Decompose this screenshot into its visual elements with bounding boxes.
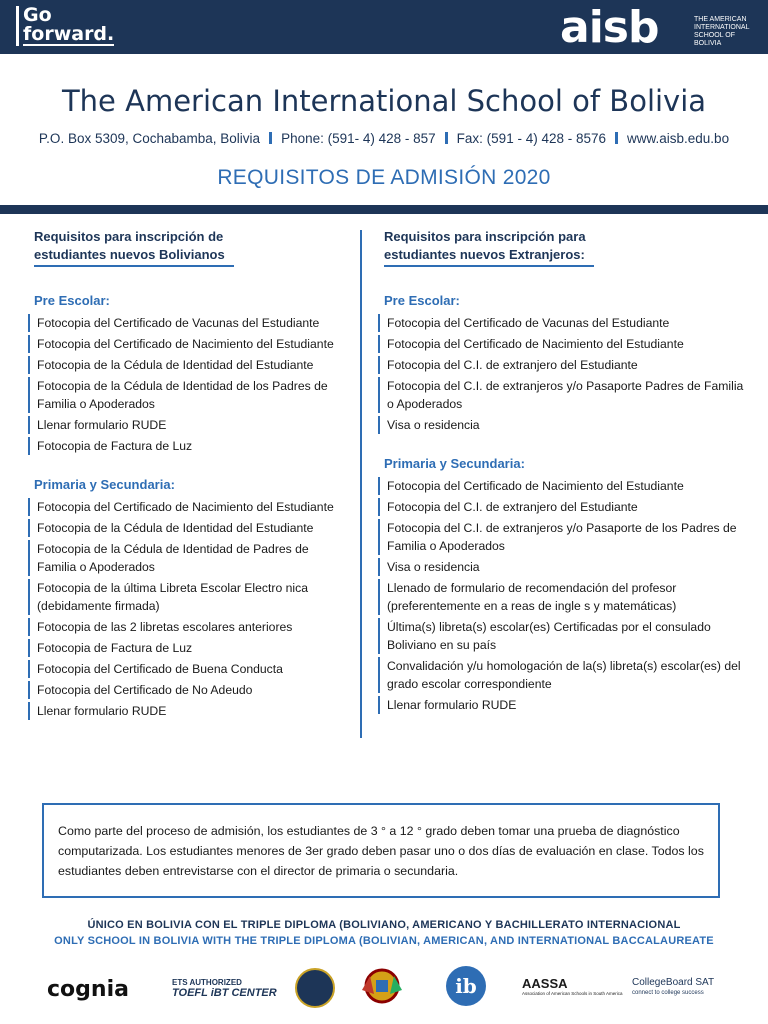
contact-web[interactable]: www.aisb.edu.bo (627, 131, 730, 146)
list-item: Llenar formulario RUDE (28, 416, 348, 434)
list-item: Fotocopia de la Cédula de Identidad del Estudiante (28, 519, 348, 537)
list-item: Llenar formulario RUDE (378, 696, 748, 714)
right-column-heading: Requisitos para inscripción para estudiantes nuevos Extranjeros: (384, 228, 594, 267)
contact-fax: Fax: (591 - 4) 428 - 8576 (456, 131, 607, 146)
go-forward-line2: forward. (23, 23, 115, 45)
right-column (378, 228, 748, 717)
ib-logo: ib (446, 966, 486, 1006)
left-column-heading: Requisitos para inscripción de estudiantes nuevos Bolivianos (34, 228, 234, 267)
school-name: The American International School of Bolivia (61, 84, 707, 118)
list-item: Visa o residencia (378, 558, 748, 576)
left-preescolar-list (28, 314, 348, 455)
list-item: Fotocopia de la Cédula de Identidad de los Padres de Familia o Apoderados (28, 377, 348, 413)
header-bar (0, 0, 768, 54)
left-preescolar-title: Pre Escolar: (34, 293, 110, 308)
right-preescolar-title: Pre Escolar: (384, 293, 460, 308)
list-item: Fotocopia del Certificado de Buena Conducta (28, 660, 348, 678)
column-divider (360, 230, 362, 738)
ets-line1: ETS AUTHORIZED (172, 978, 242, 987)
tagline-english: ONLY SCHOOL IN BOLIVIA WITH THE TRIPLE DIPLOMA (BOLIVIAN, AMERICAN, AND INTERNATIONAL BACCALAUREATE (54, 935, 714, 947)
list-item: Fotocopia del Certificado de Nacimiento del Estudiante (28, 335, 348, 353)
go-forward-logo (16, 6, 114, 46)
list-item: Fotocopia del Certificado de Vacunas del Estudiante (28, 314, 348, 332)
us-state-seal-icon (295, 968, 335, 1008)
separator (269, 132, 272, 144)
list-item: Convalidación y/u homologación de la(s) libreta(s) escolar(es) del grado escolar correspondiente (378, 657, 748, 693)
list-item: Fotocopia del C.I. de extranjero del Estudiante (378, 498, 748, 516)
right-primaria-title: Primaria y Secundaria: (384, 456, 525, 471)
collegeboard-name: CollegeBoard SAT (632, 977, 715, 988)
aassa-name: AASSA (522, 976, 568, 991)
list-item: Fotocopia del Certificado de Nacimiento del Estudiante (378, 477, 748, 495)
separator (615, 132, 618, 144)
left-primaria-title: Primaria y Secundaria: (34, 477, 175, 492)
list-item: Fotocopia del Certificado de Nacimiento del Estudiante (378, 335, 748, 353)
contact-address: P.O. Box 5309, Cochabamba, Bolivia (38, 131, 261, 146)
left-primaria-list (28, 498, 348, 720)
title-rule (0, 205, 768, 214)
list-item: Fotocopia de la última Libreta Escolar Electro nica (debidamente firmada) (28, 579, 348, 615)
list-item: Fotocopia de Factura de Luz (28, 437, 348, 455)
list-item: Fotocopia de la Cédula de Identidad del Estudiante (28, 356, 348, 374)
right-primaria-list (378, 477, 748, 714)
list-item: Fotocopia del Certificado de Nacimiento del Estudiante (28, 498, 348, 516)
list-item: Fotocopia del C.I. de extranjeros y/o Pasaporte de los Padres de Familia o Apoderados (378, 519, 748, 555)
list-item: Fotocopia de Factura de Luz (28, 639, 348, 657)
left-column (28, 228, 348, 723)
list-item: Fotocopia de las 2 libretas escolares anteriores (28, 618, 348, 636)
list-item: Llenar formulario RUDE (28, 702, 348, 720)
ets-line2: TOEFL iBT CENTER (172, 987, 277, 999)
list-item: Fotocopia de la Cédula de Identidad de Padres de Familia o Apoderados (28, 540, 348, 576)
list-item: Fotocopia del Certificado de Vacunas del Estudiante (378, 314, 748, 332)
aisb-logo-tagline: THE AMERICAN INTERNATIONAL SCHOOL OF BOLIVIA (694, 16, 750, 47)
aassa-logo (522, 976, 623, 996)
document-title: REQUISITOS DE ADMISIÓN 2020 (217, 166, 551, 189)
admission-note: Como parte del proceso de admisión, los estudiantes de 3 ° a 12 ° grado deben tomar una prueba de diagnóstico computarizada. Los estudiantes menores de 3er grado deben pasar uno o dos días de evaluación en clase. Todos los estudiantes deben entrevistarse con el director de primaria o secundaria. (42, 803, 720, 898)
list-item: Fotocopia del C.I. de extranjero del Estudiante (378, 356, 748, 374)
collegeboard-subtitle: connect to college success (632, 990, 704, 996)
collegeboard-sat-logo (632, 977, 714, 999)
list-item: Visa o residencia (378, 416, 748, 434)
ets-toefl-logo (172, 978, 277, 998)
right-preescolar-list (378, 314, 748, 434)
aisb-logo: aisb (560, 2, 659, 53)
list-item: Fotocopia del Certificado de No Adeudo (28, 681, 348, 699)
list-item: Última(s) libreta(s) escolar(es) Certificadas por el consulado Boliviano en su país (378, 618, 748, 654)
contact-line (0, 131, 768, 146)
aassa-subtitle: Association of American Schools in South America (522, 991, 623, 996)
cognia-logo: cognia (47, 977, 129, 1002)
list-item: Llenado de formulario de recomendación del profesor (preferentemente en a reas de ingle s y matemáticas) (378, 579, 748, 615)
accreditation-logos (0, 960, 768, 1020)
list-item: Fotocopia del C.I. de extranjeros y/o Pasaporte Padres de Familia o Apoderados (378, 377, 748, 413)
tagline-spanish: ÚNICO EN BOLIVIA CON EL TRIPLE DIPLOMA (BOLIVIANO, AMERICANO Y BACHILLERATO INTERNACIONAL (87, 919, 681, 931)
contact-phone: Phone: (591- 4) 428 - 857 (281, 131, 436, 146)
bolivia-coat-of-arms-icon (356, 960, 408, 1012)
separator (445, 132, 448, 144)
go-forward-line1: Go (23, 4, 52, 26)
